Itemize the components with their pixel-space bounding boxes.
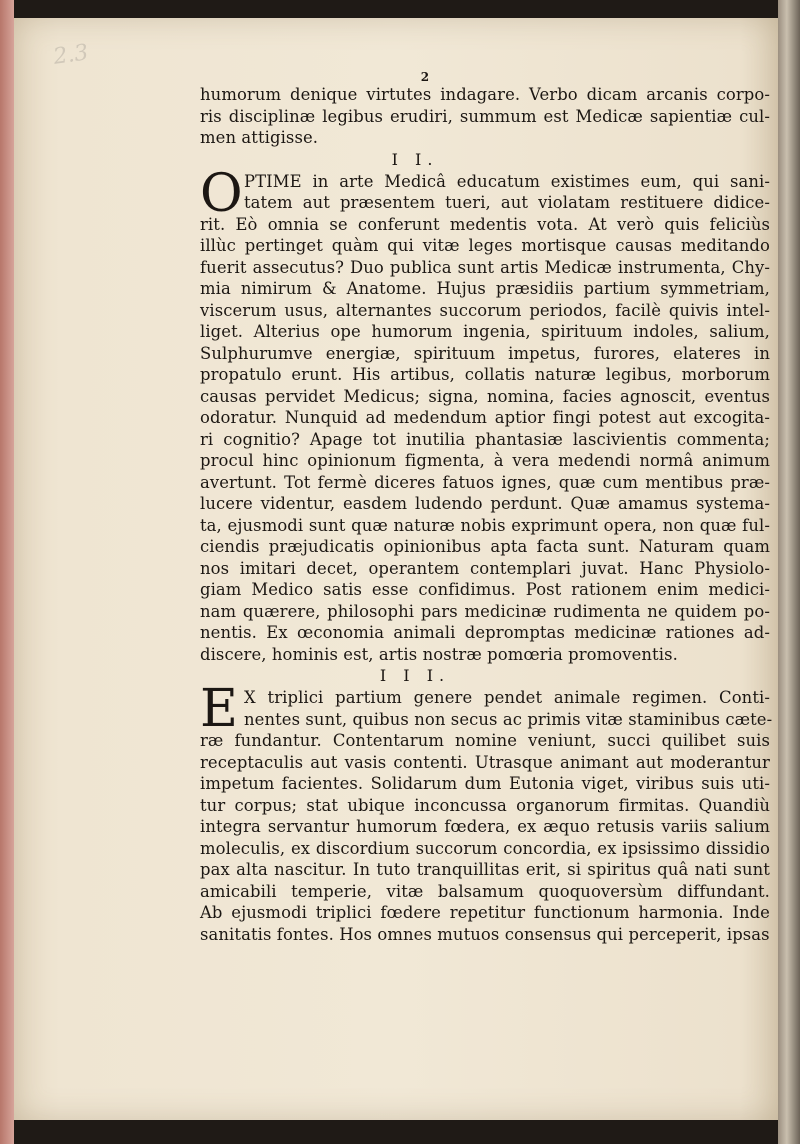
text-line: nos imitari decet, operantem contemplari juvat. Hanc Physiolo-	[200, 558, 770, 578]
text-line: amicabili temperie, vitæ balsamum quoquoversùm diffundant.	[200, 881, 770, 901]
text-line: tur corpus; stat ubique inconcussa organorum firmitas. Quandiù	[200, 795, 770, 815]
text-line: impetum facientes. Solidarum dum Eutonia viget, viribus suis uti-	[200, 774, 770, 793]
text-line: discere, hominis est, artis nostræ pomœria promoventis.	[200, 644, 678, 664]
text-line: integra servantur humorum fœdera, ex æquo retusis variis salium	[200, 817, 770, 836]
page-edge-right	[778, 0, 800, 1144]
text-line: ræ fundantur. Contentarum nomine veniunt, succi quilibet suis	[200, 731, 770, 750]
drop-capital: E	[200, 679, 239, 739]
section-heading-3: I I I.	[379, 666, 451, 685]
page-text	[200, 70, 773, 945]
text-line: nentes sunt, quibus non secus ac primis vitæ staminibus cæte-	[244, 709, 773, 729]
text-line: X triplici partium genere pendet animale regimen. Conti-	[244, 688, 770, 707]
text-line: ciendis præjudicatis opinionibus apta facta sunt. Naturam quam	[200, 537, 770, 556]
text-line: odoratur. Nunquid ad medendum aptior fingi potest aut excogita-	[200, 408, 770, 427]
text-line: illùc pertinget quàm qui vitæ leges mortisque causas meditando	[200, 236, 770, 255]
text-line: mia nimirum & Anatome. Hujus præsidiis partium symmetriam,	[200, 279, 770, 298]
text-line: lucere videntur, easdem ludendo perdunt. Quæ amamus systema-	[200, 494, 770, 513]
text-line: nam quærere, philosophi pars medicinæ rudimenta ne quidem po-	[200, 601, 770, 621]
page-edge-left	[0, 0, 14, 1144]
text-line: giam Medico satis esse confidimus. Post rationem enim medici-	[200, 580, 770, 599]
text-line: ri cognitio? Apage tot inutilia phantasiæ lascivientis commenta;	[200, 429, 770, 449]
text-line: viscerum usus, alternantes succorum periodos, facilè quivis intel-	[200, 300, 770, 320]
section-heading-2: I I.	[391, 149, 439, 169]
text-line: PTIME in arte Medicâ educatum existimes eum, qui sani-	[244, 171, 770, 191]
text-line: Sulphurumve energiæ, spirituum impetus, furores, elateres in	[200, 343, 770, 363]
text-line: Ab ejusmodi triplici fœdere repetitur functionum harmonia. Inde	[200, 903, 770, 922]
drop-capital: O	[200, 163, 243, 224]
text-line: men attigisse.	[200, 128, 319, 147]
text-line: causas pervidet Medicus; signa, nomina, facies agnoscit, eventus	[200, 386, 770, 406]
text-line: procul hinc opinionum figmenta, à vera medendi normâ animum	[200, 451, 770, 470]
text-line: ris disciplinæ legibus erudiri, summum est Medicæ sapientiæ cul-	[200, 106, 770, 126]
text-line: nentis. Ex œconomia animali depromptas medicinæ rationes ad-	[200, 623, 770, 642]
text-line: moleculis, ex discordium succorum concordia, ex ipsissimo dissidio	[200, 838, 770, 858]
text-line: pax alta nascitur. In tuto tranquillitas erit, si spiritus quâ nati sunt	[200, 860, 770, 879]
section-2-paragraph	[200, 163, 770, 666]
pencil-annotation: 2.3	[51, 40, 90, 70]
text-line: avertunt. Tot fermè diceres fatuos ignes, quæ cum mentibus præ-	[200, 472, 770, 492]
text-line: humorum denique virtutes indagare. Verbo dicam arcanis corpo-	[200, 85, 770, 104]
text-line: sanitatis fontes. Hos omnes mutuos consensus qui perceperit, ipsas	[200, 924, 770, 944]
text-line: propatulo erunt. His artibus, collatis naturæ legibus, morborum	[200, 365, 770, 384]
text-line: rit. Eò omnia se conferunt medentis vota. At verò quis feliciùs	[200, 214, 770, 234]
text-line: fuerit assecutus? Duo publica sunt artis Medicæ instrumenta, Chy-	[200, 257, 770, 277]
page-number: 2	[420, 70, 430, 84]
intro-paragraph	[200, 84, 770, 149]
text-line: tatem aut præsentem tueri, aut violatam restituere didice-	[244, 193, 770, 212]
text-line: ta, ejusmodi sunt quæ naturæ nobis exprimunt opera, non quæ ful-	[200, 515, 770, 535]
section-3-paragraph	[200, 679, 773, 945]
text-line: liget. Alterius ope humorum ingenia, spirituum indoles, salium,	[200, 322, 770, 341]
text-line: receptaculis aut vasis contenti. Utrasque animant aut moderantur	[200, 752, 770, 772]
